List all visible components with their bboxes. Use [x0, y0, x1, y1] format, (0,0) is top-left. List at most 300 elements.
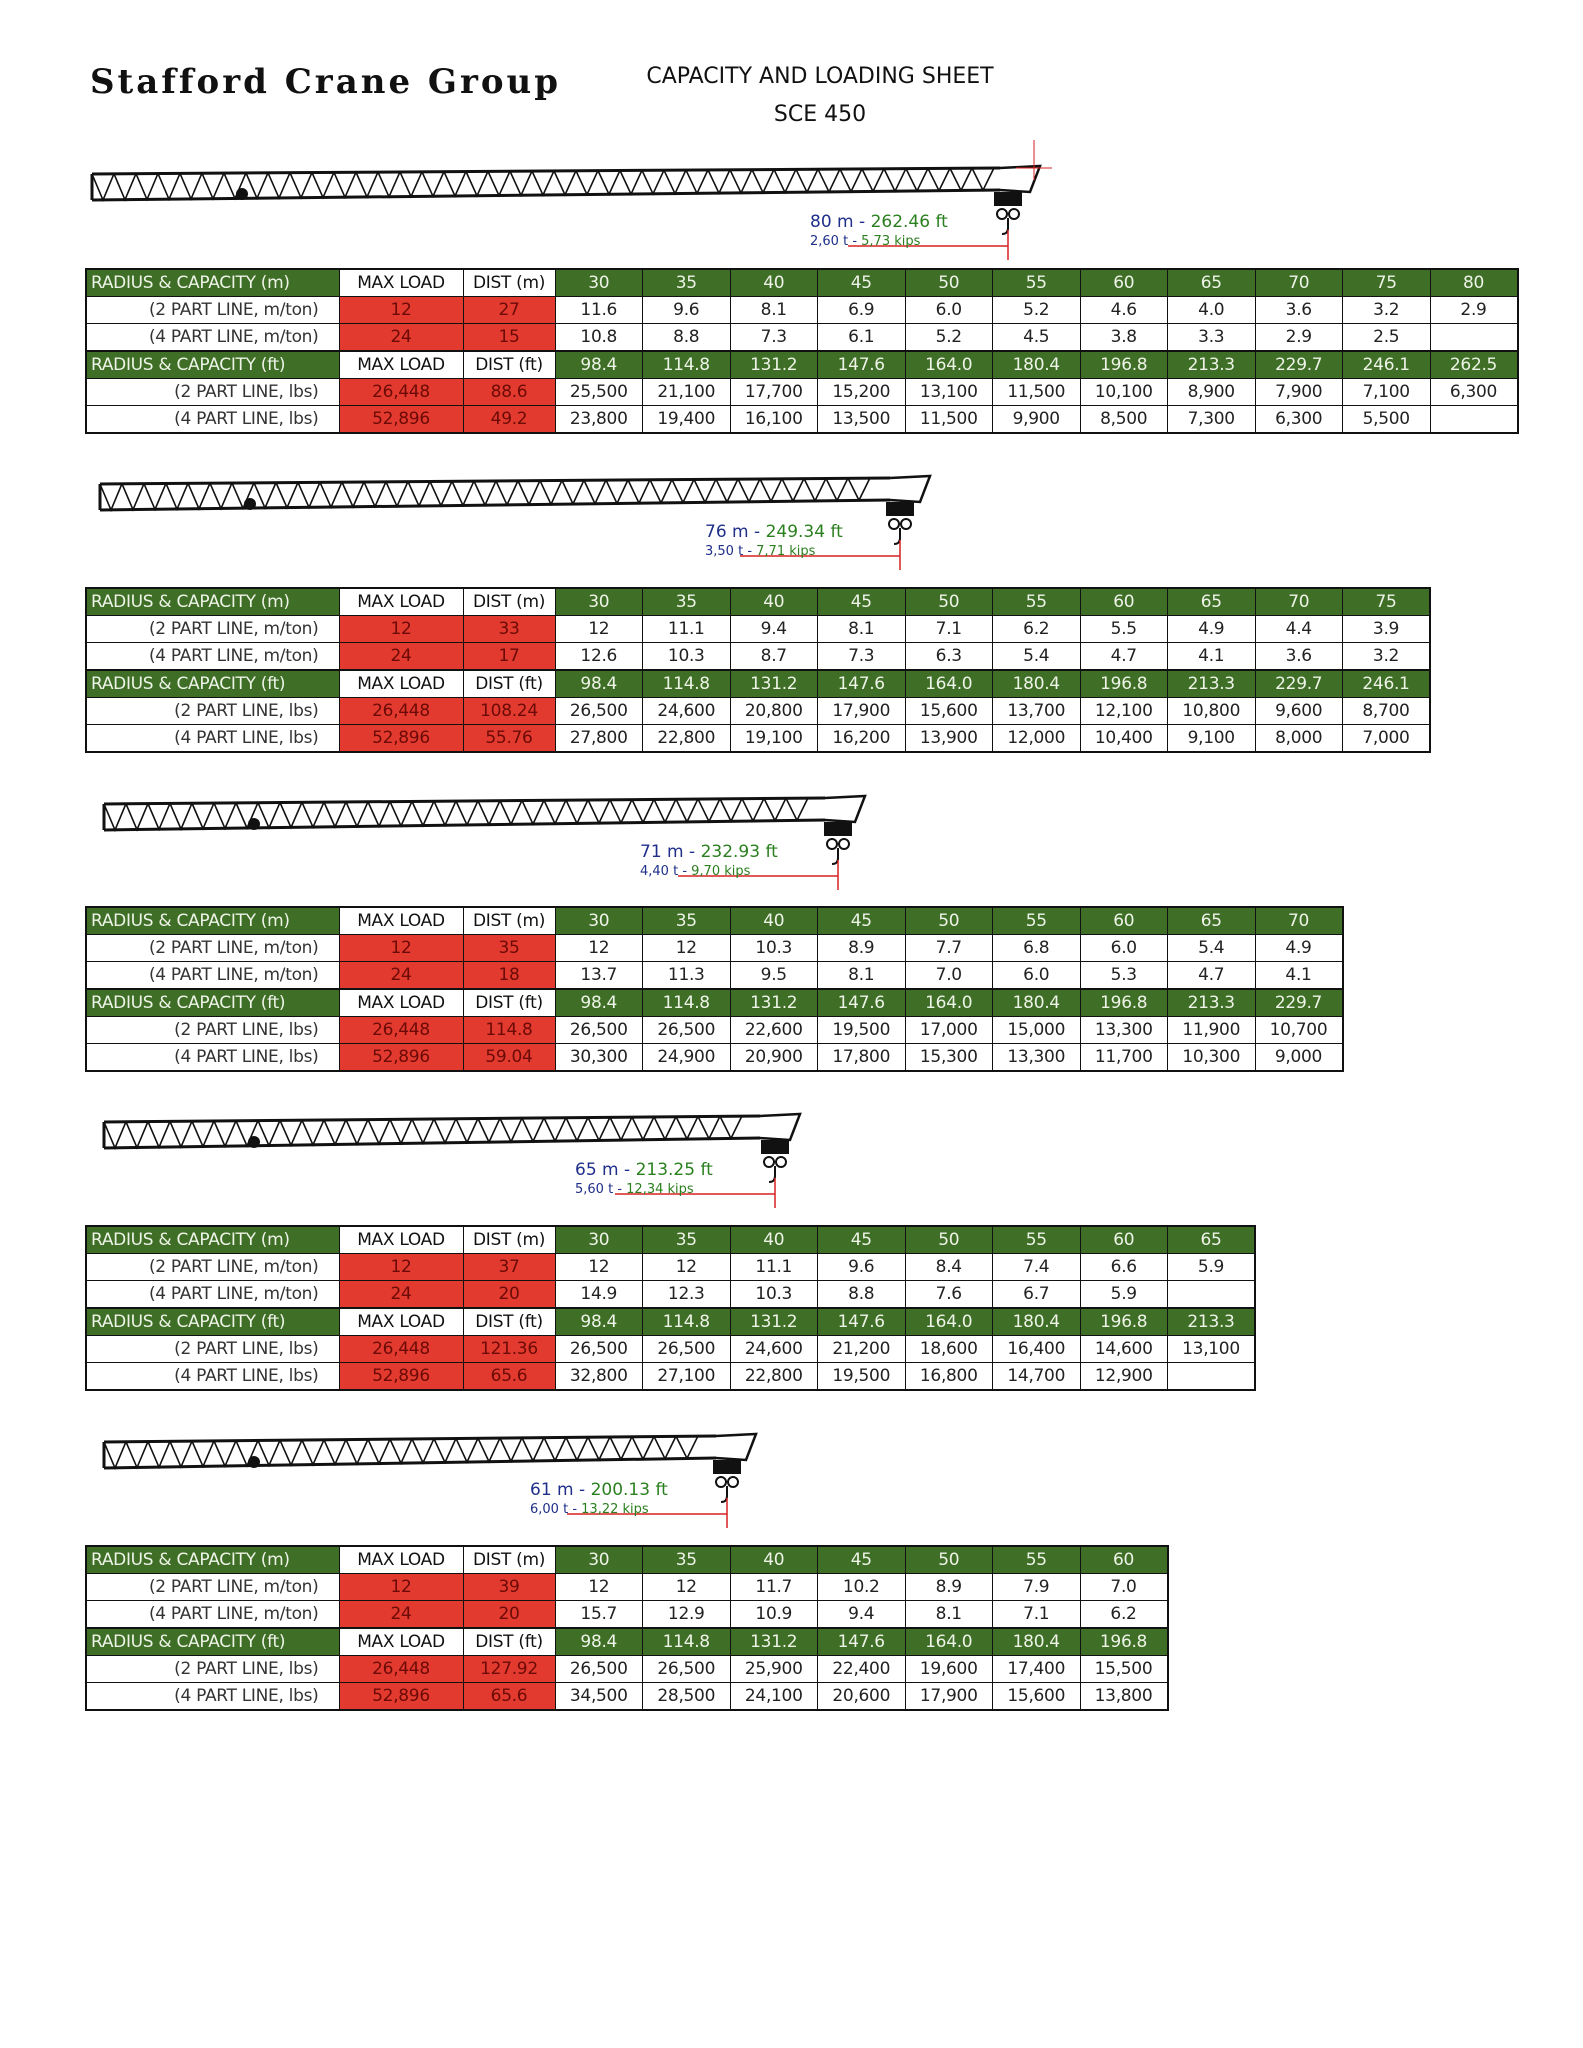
radius-value: 114.8	[643, 670, 731, 698]
capacity-value: 5.3	[1080, 962, 1168, 990]
jib-length-m: 76 m	[705, 522, 749, 542]
capacity-value: 7.1	[993, 1601, 1081, 1629]
capacity-value: 9.6	[643, 297, 731, 324]
capacity-value: 5.9	[1168, 1254, 1256, 1281]
table-row	[86, 379, 1518, 406]
capacity-value: 12,100	[1080, 698, 1168, 725]
capacity-value: 11.3	[643, 962, 731, 990]
jib-length-m: 65 m	[575, 1160, 619, 1180]
capacity-value: 6.3	[905, 643, 993, 671]
radius-value: 196.8	[1080, 989, 1168, 1017]
radius-value: 45	[818, 269, 906, 297]
capacity-value: 8.1	[818, 616, 906, 643]
max-load-value: 24	[339, 643, 463, 671]
capacity-value: 28,500	[643, 1683, 731, 1711]
row-label: (2 PART LINE, m/ton)	[86, 935, 339, 962]
radius-value: 30	[555, 1546, 643, 1574]
radius-value: 180.4	[993, 670, 1081, 698]
trolley-hook-icon	[994, 192, 1022, 234]
dist-value: 59.04	[463, 1044, 555, 1072]
capacity-value: 6.0	[993, 962, 1081, 990]
radius-header-label: RADIUS & CAPACITY (m)	[86, 907, 339, 935]
capacity-value: 13,300	[993, 1044, 1081, 1072]
radius-value: 30	[555, 907, 643, 935]
max-load-value: 26,448	[339, 379, 463, 406]
capacity-value: 27,100	[643, 1363, 731, 1391]
capacity-value: 16,400	[993, 1336, 1081, 1363]
capacity-value: 9,900	[993, 406, 1081, 434]
dist-value: 121.36	[463, 1336, 555, 1363]
dist-value: 35	[463, 935, 555, 962]
radius-value: 246.1	[1343, 351, 1431, 379]
capacity-value: 11,700	[1080, 1044, 1168, 1072]
capacity-value: 30,300	[555, 1044, 643, 1072]
jib-dimension-label	[705, 522, 843, 559]
table-row	[86, 1017, 1343, 1044]
max-load-value: 24	[339, 1281, 463, 1309]
table-row	[86, 935, 1343, 962]
tip-load-t: 2,60 t	[810, 234, 849, 249]
capacity-value: 4.5	[993, 324, 1081, 352]
row-label: (2 PART LINE, lbs)	[86, 1017, 339, 1044]
capacity-value: 5.2	[993, 297, 1081, 324]
max-load-header: MAX LOAD	[339, 1308, 463, 1336]
dist-header: DIST (ft)	[463, 1308, 555, 1336]
capacity-value: 10.3	[730, 1281, 818, 1309]
radius-value: 60	[1080, 269, 1168, 297]
dist-header: DIST (ft)	[463, 1628, 555, 1656]
radius-value: 65	[1168, 907, 1256, 935]
table-row	[86, 1254, 1255, 1281]
capacity-table	[85, 906, 1344, 1072]
capacity-value: 14.9	[555, 1281, 643, 1309]
capacity-value: 7.6	[905, 1281, 993, 1309]
radius-value: 147.6	[818, 1628, 906, 1656]
table-row	[86, 725, 1430, 753]
max-load-header: MAX LOAD	[339, 670, 463, 698]
row-label: (2 PART LINE, lbs)	[86, 379, 339, 406]
capacity-value: 9.5	[730, 962, 818, 990]
dist-value: 18	[463, 962, 555, 990]
max-load-value: 12	[339, 297, 463, 324]
table-row	[86, 962, 1343, 990]
radius-value: 35	[643, 588, 731, 616]
radius-value: 114.8	[643, 351, 731, 379]
capacity-value: 12	[643, 1574, 731, 1601]
capacity-value: 8.9	[905, 1574, 993, 1601]
capacity-value: 4.1	[1255, 962, 1343, 990]
capacity-value: 32,800	[555, 1363, 643, 1391]
tip-load-kips: 7,71 kips	[756, 544, 816, 559]
jib-length-m: 80 m	[810, 212, 854, 232]
capacity-value: 8.7	[730, 643, 818, 671]
tip-load-t: 3,50 t	[705, 544, 744, 559]
capacity-value: 17,700	[730, 379, 818, 406]
capacity-value: 14,700	[993, 1363, 1081, 1391]
capacity-value: 8,500	[1080, 406, 1168, 434]
capacity-value: 3.8	[1080, 324, 1168, 352]
tip-load: 2,60 t - 5,73 kips	[810, 234, 921, 249]
max-load-value: 52,896	[339, 725, 463, 753]
radius-value: 60	[1080, 907, 1168, 935]
capacity-value: 24,600	[643, 698, 731, 725]
dist-value: 114.8	[463, 1017, 555, 1044]
radius-value: 45	[818, 588, 906, 616]
dist-value: 65.6	[463, 1683, 555, 1711]
trolley-hook-icon	[761, 1140, 789, 1182]
capacity-value: 10,400	[1080, 725, 1168, 753]
capacity-value: 7.1	[905, 616, 993, 643]
jib-lattice	[92, 166, 1040, 200]
capacity-value: 4.7	[1080, 643, 1168, 671]
radius-value: 35	[643, 269, 731, 297]
jib-length-m: 71 m	[640, 842, 684, 862]
capacity-value: 12	[555, 616, 643, 643]
capacity-value: 7.9	[993, 1574, 1081, 1601]
radius-value: 55	[993, 269, 1081, 297]
radius-value: 213.3	[1168, 670, 1256, 698]
capacity-value: 5.4	[993, 643, 1081, 671]
sheet-title	[560, 58, 1080, 134]
capacity-value: 10.2	[818, 1574, 906, 1601]
capacity-value: 7.3	[730, 324, 818, 352]
capacity-value: 7,000	[1343, 725, 1431, 753]
capacity-value: 19,600	[905, 1656, 993, 1683]
dist-value: 33	[463, 616, 555, 643]
radius-value: 114.8	[643, 989, 731, 1017]
max-load-header: MAX LOAD	[339, 588, 463, 616]
capacity-value: 13,500	[818, 406, 906, 434]
dist-value: 55.76	[463, 725, 555, 753]
radius-value: 147.6	[818, 351, 906, 379]
radius-header-row	[86, 670, 1430, 698]
max-load-header: MAX LOAD	[339, 907, 463, 935]
radius-value: 50	[905, 269, 993, 297]
capacity-value: 17,400	[993, 1656, 1081, 1683]
jib-length-ft: 232.93 ft	[700, 842, 778, 862]
jib-dimension-label	[575, 1160, 713, 1197]
radius-value: 55	[993, 1546, 1081, 1574]
radius-value: 164.0	[905, 989, 993, 1017]
capacity-value: 24,100	[730, 1683, 818, 1711]
tip-load-t: 4,40 t	[640, 864, 679, 879]
capacity-value: 19,500	[818, 1363, 906, 1391]
radius-value: 50	[905, 588, 993, 616]
capacity-value: 9.4	[730, 616, 818, 643]
row-label: (2 PART LINE, m/ton)	[86, 616, 339, 643]
max-load-value: 26,448	[339, 1336, 463, 1363]
capacity-value: 4.9	[1168, 616, 1256, 643]
max-load-value: 12	[339, 1254, 463, 1281]
dist-value: 27	[463, 297, 555, 324]
capacity-value: 12,000	[993, 725, 1081, 753]
capacity-table	[85, 1225, 1256, 1391]
capacity-value: 21,200	[818, 1336, 906, 1363]
tip-load-kips: 12,34 kips	[626, 1182, 694, 1197]
capacity-value: 3.9	[1343, 616, 1431, 643]
radius-value: 60	[1080, 588, 1168, 616]
radius-value: 50	[905, 1226, 993, 1254]
capacity-value: 7.7	[905, 935, 993, 962]
radius-value: 229.7	[1255, 670, 1343, 698]
row-label: (2 PART LINE, m/ton)	[86, 1574, 339, 1601]
row-label: (2 PART LINE, m/ton)	[86, 297, 339, 324]
radius-value: 114.8	[643, 1308, 731, 1336]
capacity-value: 2.9	[1255, 324, 1343, 352]
row-label: (4 PART LINE, lbs)	[86, 1363, 339, 1391]
radius-value: 213.3	[1168, 1308, 1256, 1336]
capacity-value: 10.3	[730, 935, 818, 962]
capacity-value: 3.6	[1255, 297, 1343, 324]
capacity-value: 8,000	[1255, 725, 1343, 753]
capacity-value: 11,900	[1168, 1017, 1256, 1044]
capacity-value: 2.5	[1343, 324, 1431, 352]
capacity-value: 7,300	[1168, 406, 1256, 434]
capacity-value: 26,500	[555, 1017, 643, 1044]
dist-header: DIST (m)	[463, 907, 555, 935]
dist-value: 88.6	[463, 379, 555, 406]
table-row	[86, 406, 1518, 434]
capacity-value: 34,500	[555, 1683, 643, 1711]
capacity-value: 3.2	[1343, 297, 1431, 324]
capacity-value: 10.9	[730, 1601, 818, 1629]
jib-length: 76 m - 249.34 ft	[705, 522, 843, 542]
radius-value: 45	[818, 1226, 906, 1254]
jib-pin-icon	[248, 818, 260, 830]
radius-value: 131.2	[730, 351, 818, 379]
row-label: (4 PART LINE, lbs)	[86, 1683, 339, 1711]
table-row	[86, 1336, 1255, 1363]
capacity-value: 5,500	[1343, 406, 1431, 434]
capacity-value: 15,600	[905, 698, 993, 725]
capacity-value: 15,000	[993, 1017, 1081, 1044]
trolley-hook-icon	[886, 502, 914, 544]
capacity-value: 20,800	[730, 698, 818, 725]
max-load-value: 12	[339, 935, 463, 962]
capacity-value: 4.0	[1168, 297, 1256, 324]
capacity-value: 27,800	[555, 725, 643, 753]
capacity-value: 6.0	[905, 297, 993, 324]
capacity-value: 26,500	[555, 698, 643, 725]
max-load-value: 12	[339, 1574, 463, 1601]
radius-value: 50	[905, 1546, 993, 1574]
radius-value: 40	[730, 588, 818, 616]
max-load-header: MAX LOAD	[339, 269, 463, 297]
radius-value: 65	[1168, 1226, 1256, 1254]
radius-value: 131.2	[730, 1308, 818, 1336]
capacity-value: 6.9	[818, 297, 906, 324]
capacity-value: 15,200	[818, 379, 906, 406]
radius-header-label: RADIUS & CAPACITY (ft)	[86, 351, 339, 379]
capacity-value: 26,500	[643, 1017, 731, 1044]
capacity-value: 25,900	[730, 1656, 818, 1683]
capacity-value: 10,700	[1255, 1017, 1343, 1044]
row-label: (4 PART LINE, m/ton)	[86, 962, 339, 990]
capacity-table	[85, 1545, 1169, 1711]
capacity-value: 21,100	[643, 379, 731, 406]
row-label: (4 PART LINE, lbs)	[86, 406, 339, 434]
row-label: (4 PART LINE, m/ton)	[86, 643, 339, 671]
tip-load: 5,60 t - 12,34 kips	[575, 1182, 694, 1197]
table-row	[86, 698, 1430, 725]
radius-value: 35	[643, 907, 731, 935]
radius-value: 55	[993, 907, 1081, 935]
jib-length: 61 m - 200.13 ft	[530, 1480, 668, 1500]
capacity-value: 22,800	[730, 1363, 818, 1391]
radius-value: 196.8	[1080, 670, 1168, 698]
max-load-value: 52,896	[339, 1363, 463, 1391]
table-row	[86, 1574, 1168, 1601]
capacity-value: 2.9	[1430, 297, 1518, 324]
capacity-value: 6,300	[1430, 379, 1518, 406]
capacity-value: 7.0	[905, 962, 993, 990]
max-load-value: 52,896	[339, 406, 463, 434]
capacity-value: 26,500	[643, 1656, 731, 1683]
capacity-value: 13.7	[555, 962, 643, 990]
radius-header-row	[86, 989, 1343, 1017]
radius-value: 246.1	[1343, 670, 1431, 698]
dist-header: DIST (ft)	[463, 989, 555, 1017]
radius-value: 131.2	[730, 670, 818, 698]
jib-lattice	[100, 476, 930, 510]
capacity-value: 18,600	[905, 1336, 993, 1363]
capacity-value: 6.8	[993, 935, 1081, 962]
radius-value: 55	[993, 588, 1081, 616]
radius-value: 98.4	[555, 670, 643, 698]
max-load-value: 24	[339, 1601, 463, 1629]
capacity-value: 8.4	[905, 1254, 993, 1281]
capacity-value: 13,700	[993, 698, 1081, 725]
radius-value: 262.5	[1430, 351, 1518, 379]
capacity-value	[1430, 324, 1518, 352]
radius-header-label: RADIUS & CAPACITY (m)	[86, 588, 339, 616]
radius-value: 180.4	[993, 351, 1081, 379]
row-label: (2 PART LINE, lbs)	[86, 1656, 339, 1683]
radius-value: 40	[730, 269, 818, 297]
capacity-value: 17,800	[818, 1044, 906, 1072]
max-load-header: MAX LOAD	[339, 1226, 463, 1254]
max-load-value: 52,896	[339, 1044, 463, 1072]
radius-header-row	[86, 1308, 1255, 1336]
max-load-header: MAX LOAD	[339, 1546, 463, 1574]
capacity-value: 19,100	[730, 725, 818, 753]
dist-header: DIST (ft)	[463, 670, 555, 698]
jib-dimension-label	[810, 212, 948, 249]
radius-value: 60	[1080, 1226, 1168, 1254]
table-row	[86, 1656, 1168, 1683]
tip-load-kips: 5,73 kips	[861, 234, 921, 249]
capacity-value: 26,500	[555, 1656, 643, 1683]
capacity-value: 22,600	[730, 1017, 818, 1044]
radius-value: 98.4	[555, 1628, 643, 1656]
capacity-value: 19,400	[643, 406, 731, 434]
capacity-value: 5.4	[1168, 935, 1256, 962]
row-label: (2 PART LINE, lbs)	[86, 1336, 339, 1363]
row-label: (4 PART LINE, m/ton)	[86, 1601, 339, 1629]
capacity-value: 26,500	[555, 1336, 643, 1363]
brand-logo: Stafford Crane Group	[90, 62, 562, 102]
tip-load: 3,50 t - 7,71 kips	[705, 544, 816, 559]
dist-header: DIST (m)	[463, 588, 555, 616]
max-load-value: 24	[339, 324, 463, 352]
capacity-value: 7,100	[1343, 379, 1431, 406]
dist-value: 49.2	[463, 406, 555, 434]
radius-value: 50	[905, 907, 993, 935]
table-row	[86, 1044, 1343, 1072]
capacity-value: 3.2	[1343, 643, 1431, 671]
radius-header-row	[86, 269, 1518, 297]
capacity-value: 8.9	[818, 935, 906, 962]
radius-value: 147.6	[818, 1308, 906, 1336]
capacity-value: 14,600	[1080, 1336, 1168, 1363]
capacity-value: 8,900	[1168, 379, 1256, 406]
jib-pin-icon	[244, 498, 256, 510]
radius-value: 196.8	[1080, 1308, 1168, 1336]
jib-diagram	[0, 1428, 1583, 1538]
max-load-value: 26,448	[339, 1656, 463, 1683]
tip-load: 4,40 t - 9,70 kips	[640, 864, 751, 879]
radius-value: 45	[818, 907, 906, 935]
capacity-value: 12.3	[643, 1281, 731, 1309]
jib-diagram	[0, 1108, 1583, 1218]
radius-value: 213.3	[1168, 351, 1256, 379]
capacity-value: 5.9	[1080, 1281, 1168, 1309]
capacity-value: 8,700	[1343, 698, 1431, 725]
radius-header-label: RADIUS & CAPACITY (ft)	[86, 989, 339, 1017]
row-label: (4 PART LINE, m/ton)	[86, 324, 339, 352]
sheet-title-line1: CAPACITY AND LOADING SHEET	[646, 64, 994, 89]
capacity-value: 3.6	[1255, 643, 1343, 671]
capacity-value: 15,600	[993, 1683, 1081, 1711]
jib-pin-icon	[248, 1136, 260, 1148]
radius-value: 30	[555, 269, 643, 297]
capacity-value: 8.8	[818, 1281, 906, 1309]
jib-length-ft: 249.34 ft	[765, 522, 843, 542]
jib-length: 65 m - 213.25 ft	[575, 1160, 713, 1180]
tip-load-t: 5,60 t	[575, 1182, 614, 1197]
radius-value: 196.8	[1080, 1628, 1168, 1656]
capacity-value: 6.1	[818, 324, 906, 352]
dist-header: DIST (m)	[463, 269, 555, 297]
radius-value: 45	[818, 1546, 906, 1574]
trolley-hook-icon	[824, 822, 852, 864]
radius-value: 98.4	[555, 351, 643, 379]
jib-length: 80 m - 262.46 ft	[810, 212, 948, 232]
max-load-value: 52,896	[339, 1683, 463, 1711]
trolley-hook-icon	[713, 1460, 741, 1502]
capacity-value: 22,400	[818, 1656, 906, 1683]
capacity-value: 12.9	[643, 1601, 731, 1629]
capacity-value	[1168, 1281, 1256, 1309]
capacity-value: 22,800	[643, 725, 731, 753]
capacity-table	[85, 587, 1431, 753]
jib-lattice	[104, 1434, 756, 1468]
max-load-value: 26,448	[339, 698, 463, 725]
radius-header-row	[86, 351, 1518, 379]
dist-value: 108.24	[463, 698, 555, 725]
jib-dimension-label	[530, 1480, 668, 1517]
dist-header: DIST (ft)	[463, 351, 555, 379]
table-row	[86, 1363, 1255, 1391]
capacity-value: 9,600	[1255, 698, 1343, 725]
table-row	[86, 1601, 1168, 1629]
dist-value: 65.6	[463, 1363, 555, 1391]
radius-value: 180.4	[993, 1308, 1081, 1336]
radius-value: 40	[730, 907, 818, 935]
radius-value: 98.4	[555, 1308, 643, 1336]
radius-header-label: RADIUS & CAPACITY (m)	[86, 1226, 339, 1254]
capacity-value: 26,500	[643, 1336, 731, 1363]
